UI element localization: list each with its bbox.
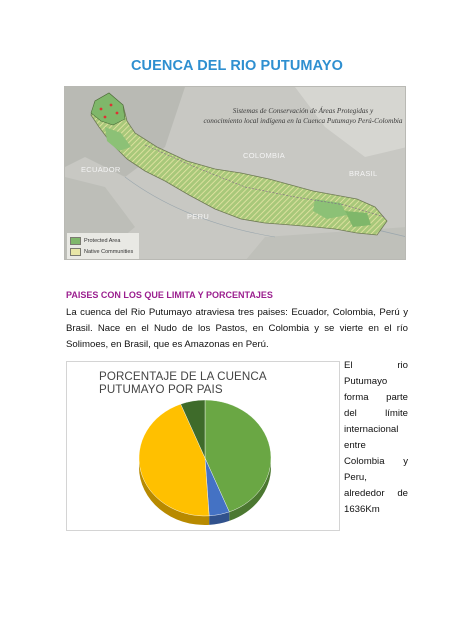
- legend-item-protected-area: [70, 235, 136, 246]
- map-label-colombia: COLOMBIA: [243, 151, 285, 160]
- side-paragraph: [344, 358, 408, 518]
- map-caption-line-2: conocimiento local indígena en la Cuenca Putumayo Perú-Colombia: [203, 116, 403, 125]
- legend-swatch-native: [70, 248, 81, 256]
- legend-label: Protected Area: [84, 237, 121, 244]
- map-caption-line-1: Sistemas de Conservación de Áreas Protegidas y: [232, 107, 374, 115]
- pie-chart: [66, 361, 340, 531]
- map-label-ecuador: ECUADOR: [81, 165, 121, 174]
- map-label-peru: PERU: [187, 212, 210, 221]
- map-caption: [203, 107, 403, 126]
- section-heading: PAISES CON LOS QUE LIMITA Y PORCENTAJES: [66, 290, 273, 300]
- legend-label: Native Communities: [84, 248, 134, 255]
- basin-map: [64, 86, 406, 260]
- legend-item-native-communities: [70, 246, 136, 257]
- map-label-brasil: BRASIL: [349, 169, 378, 178]
- map-legend: [67, 233, 139, 259]
- page-title: CUENCA DEL RIO PUTUMAYO: [130, 58, 344, 74]
- body-paragraph: La cuenca del Rio Putumayo atraviesa tres paises: Ecuador, Colombia, Perú y Brasil. Nace en el Nudo de los Pastos, en Colombia y se vierte en el río Solimoes, en Brasil, que es Amazonas en Perú.: [66, 307, 408, 350]
- legend-swatch-protected: [70, 237, 81, 245]
- side-paragraph-text: El rio Putumayo forma parte del límite internacional entre Colombia y Peru, alrededor de: [344, 360, 408, 499]
- chart-title: PORCENTAJE DE LA CUENCA PUTUMAYO POR PAIS: [99, 370, 267, 396]
- pie-chart-graphic: [67, 362, 341, 532]
- side-paragraph-last-line: 1636Km: [344, 504, 380, 515]
